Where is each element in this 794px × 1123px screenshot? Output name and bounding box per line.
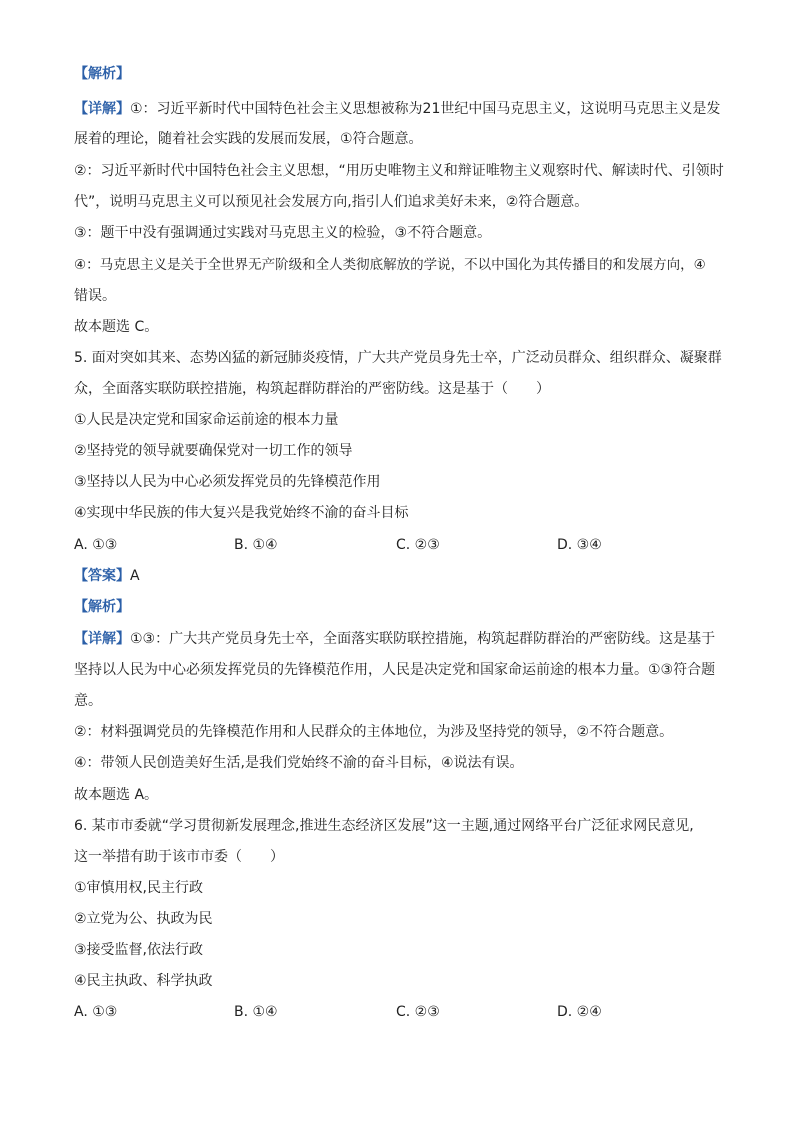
option-a: A. ①③ (74, 537, 118, 553)
answer-line (74, 566, 140, 586)
statement-item: ①人民是决定党和国家命运前途的根本力量 (74, 412, 339, 428)
point-2-text: ②：习近平新时代中国特色社会主义思想，“用历史唯物主义和辩证唯物主义观察时代、解读时代、引领时 (74, 163, 724, 179)
detail-tag: 【详解】 (74, 101, 130, 117)
detail-text-cont: 坚持以人民为中心必须发挥党员的先锋模范作用，人民是决定党和国家命运前途的根本力量。①③符合题 (74, 662, 716, 678)
detail-text: ①③：广大共产党员身先士卒，全面落实联防联控措施，构筑起群防群治的严密防线。这是基于 (130, 631, 716, 647)
detail-text: ①：习近平新时代中国特色社会主义思想被称为21世纪中国马克思主义，这说明马克思主义是发 (130, 101, 721, 117)
analysis-heading: 【解析】 (74, 66, 130, 82)
point-3-text: ③：题干中没有强调通过实践对马克思主义的检验，③不符合题意。 (74, 225, 492, 241)
statement-item: ②坚持党的领导就要确保党对一切工作的领导 (74, 443, 353, 459)
detail-text-cont: 展着的理论，随着社会实践的发展而发展，①符合题意。 (74, 131, 423, 147)
statement-item: ②立党为公、执政为民 (74, 911, 213, 927)
detail-paragraph (74, 99, 720, 119)
question-5-stem: 5. 面对突如其来、态势凶猛的新冠肺炎疫情，广大共产党员身先士卒，广泛动员群众、组织群众、凝聚群 (74, 350, 722, 366)
detail-tag: 【详解】 (74, 631, 130, 647)
statement-item: ③接受监督,依法行政 (74, 942, 204, 958)
option-d: D. ②④ (557, 1004, 602, 1020)
statement-item: ③坚持以人民为中心必须发挥党员的先锋模范作用 (74, 474, 381, 490)
conclusion-text: 故本题选 C。 (74, 319, 159, 335)
question-6-stem-cont: 这一举措有助于该市市委（ ） (74, 849, 284, 865)
statement-item: ①审慎用权,民主行政 (74, 880, 204, 896)
analysis-heading: 【解析】 (74, 599, 130, 615)
question-5-stem-cont: 众，全面落实联防联控措施，构筑起群防群治的严密防线。这是基于（ ） (74, 381, 550, 397)
statement-item: ④民主执政、科学执政 (74, 973, 213, 989)
answer-value: A (130, 568, 140, 584)
point-2-text-cont: 代”，说明马克思主义可以预见社会发展方向,指引人们追求美好未来，②符合题意。 (74, 194, 589, 210)
option-c: C. ②③ (396, 1004, 440, 1020)
option-b: B. ①④ (234, 537, 278, 553)
statement-item: ④实现中华民族的伟大复兴是我党始终不渝的奋斗目标 (74, 505, 409, 521)
point-4-text: ④：带领人民创造美好生活,是我们党始终不渝的奋斗目标，④说法有误。 (74, 755, 524, 771)
point-2-text: ②：材料强调党员的先锋模范作用和人民群众的主体地位，为涉及坚持党的领导，②不符合题意。 (74, 724, 674, 740)
answer-tag: 【答案】 (74, 568, 130, 584)
option-b: B. ①④ (234, 1004, 278, 1020)
detail-text-cont: 意。 (74, 693, 102, 709)
option-d: D. ③④ (557, 537, 602, 553)
point-4-text: ④：马克思主义是关于全世界无产阶级和全人类彻底解放的学说，不以中国化为其传播目的和发展方向，④ (74, 257, 706, 273)
option-c: C. ②③ (396, 537, 440, 553)
detail-paragraph (74, 629, 715, 649)
conclusion-text: 故本题选 A。 (74, 787, 159, 803)
point-4-text-cont: 错误。 (74, 288, 116, 304)
question-6-stem: 6. 某市市委就“学习贯彻新发展理念,推进生态经济区发展”这一主题,通过网络平台广泛征求网民意见, (74, 818, 694, 834)
option-a: A. ①③ (74, 1004, 118, 1020)
